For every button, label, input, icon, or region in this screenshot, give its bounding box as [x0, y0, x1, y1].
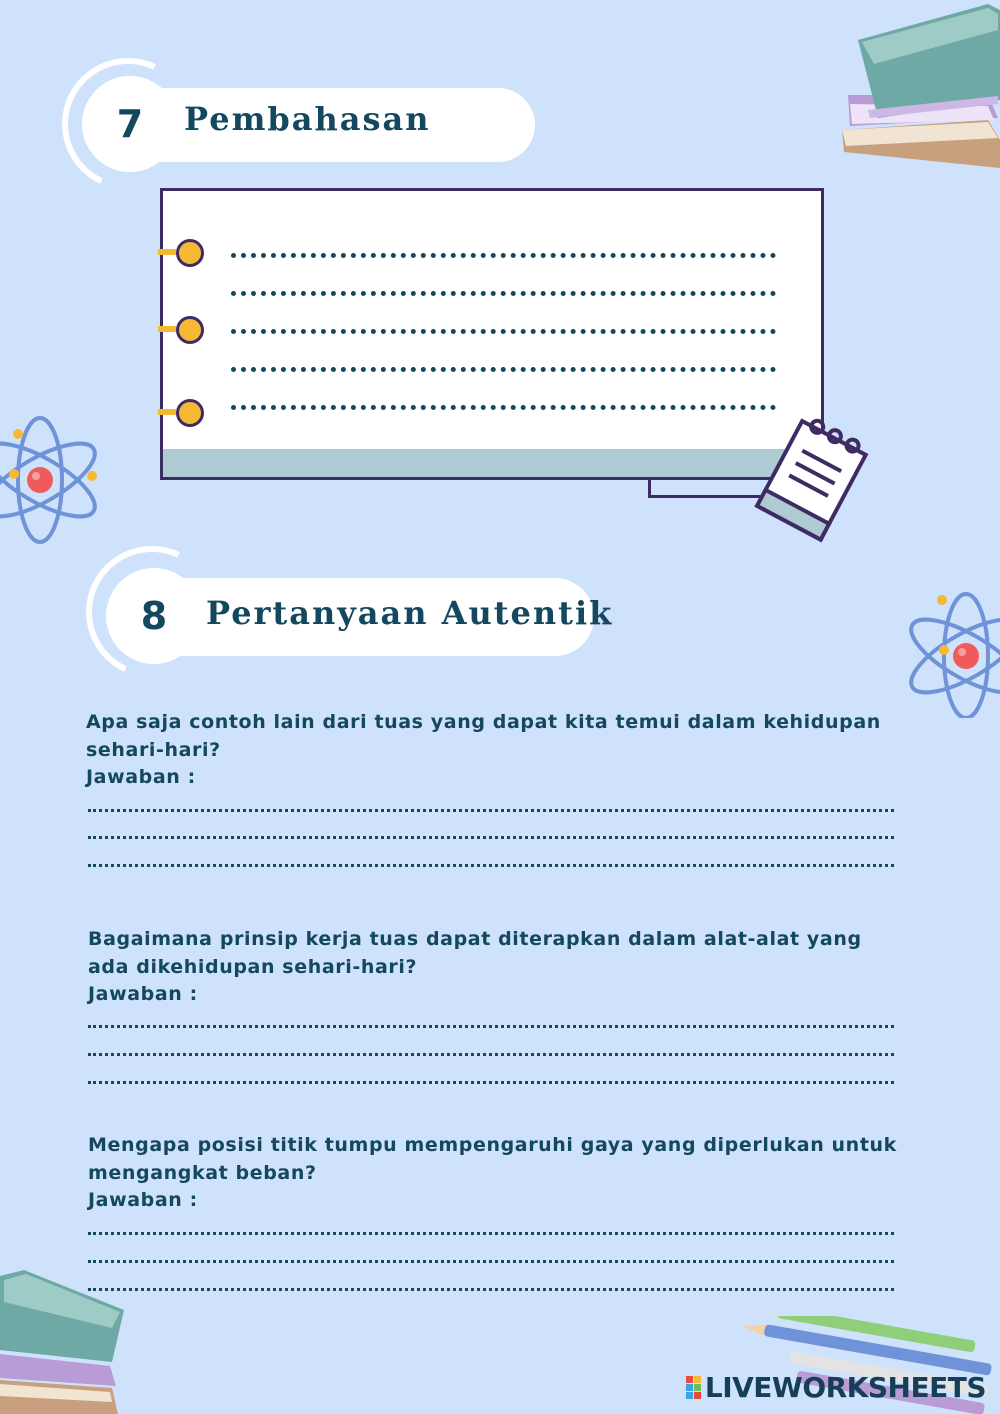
question-3-answer-line[interactable]: [88, 1260, 894, 1263]
question-2-answer-label: Jawaban :: [88, 983, 198, 1005]
atom-icon: [896, 584, 1000, 718]
question-1-answer-line[interactable]: [88, 836, 894, 839]
logo-text: LIVEWORKSHEETS: [704, 1371, 986, 1404]
liveworksheets-logo: [686, 1371, 986, 1404]
binder-ring-icon: [176, 239, 204, 267]
book-stack-icon: [838, 0, 1000, 170]
ring-stub: [158, 326, 176, 332]
question-2-answer-line[interactable]: [88, 1025, 894, 1028]
section-8-number: 8: [106, 568, 202, 664]
question-3-text: Mengapa posisi titik tumpu mempengaruhi gaya yang diperlukan untuk mengangkat beban?: [88, 1134, 897, 1184]
question-1-answer-line[interactable]: [88, 864, 894, 867]
question-2-answer-line[interactable]: [88, 1053, 894, 1056]
notebook-line: [231, 405, 776, 410]
question-1-answer-label: Jawaban :: [86, 766, 196, 788]
notebook-line: [231, 291, 776, 296]
question-3-answer-line[interactable]: [88, 1232, 894, 1235]
notebook-line: [231, 329, 776, 334]
book-stack-icon: [0, 1270, 126, 1414]
notebook-card: [160, 188, 824, 480]
notepad-icon: [748, 412, 874, 546]
question-2-answer-line[interactable]: [88, 1081, 894, 1084]
ring-stub: [158, 249, 176, 255]
ring-stub: [158, 409, 176, 415]
atom-icon: [0, 410, 112, 546]
question-2-text: Bagaimana prinsip kerja tuas dapat diterapkan dalam alat-alat yang ada dikehidupan sehari-hari?: [88, 928, 862, 978]
logo-mark-icon: [686, 1376, 701, 1399]
question-3-answer-label: Jawaban :: [88, 1189, 198, 1211]
section-8-title: Pertanyaan Autentik: [206, 594, 614, 632]
binder-ring-icon: [176, 399, 204, 427]
section-7-number: 7: [82, 76, 178, 172]
question-1-answer-line[interactable]: [88, 809, 894, 812]
notebook-line: [231, 253, 776, 258]
notebook-bottom-strip: [163, 449, 821, 477]
question-3-answer-line[interactable]: [88, 1288, 894, 1291]
question-1-text: Apa saja contoh lain dari tuas yang dapat kita temui dalam kehidupan sehari-hari?: [86, 711, 881, 761]
notebook-line: [231, 367, 776, 372]
section-7-title: Pembahasan: [184, 100, 431, 138]
binder-ring-icon: [176, 316, 204, 344]
